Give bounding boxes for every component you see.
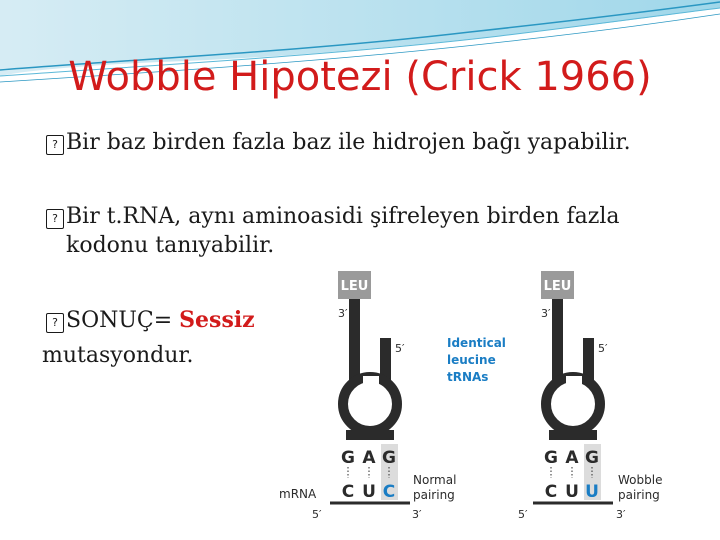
acceptor-arm-right <box>552 299 563 383</box>
bullet-2-continuation: kodonu tanıyabilir. <box>66 233 275 258</box>
center-label-3: tRNAs <box>447 370 489 384</box>
bullet-1-text: Bir baz birden fazla baz ile hidrojen bağı yapabilir. <box>66 130 631 155</box>
anticodon-g1-right: G <box>544 448 558 468</box>
loop-gap-right <box>566 376 582 388</box>
codon-u1-right: U <box>565 482 579 502</box>
pairing-label-left-2: pairing <box>413 488 455 502</box>
bullet-3-prefix: SONUÇ= <box>66 308 180 333</box>
three-prime-right: 3′ <box>541 307 551 320</box>
anticodon-stem-right <box>549 430 597 440</box>
amino-acid-label-left: LEU <box>340 279 369 294</box>
anticodon-g2-right: G <box>585 448 599 468</box>
five-prime-arm-left: 5′ <box>395 342 405 355</box>
trna-right <box>518 271 662 521</box>
codon-c1-left: C <box>341 482 355 502</box>
mrna-five-left: 5′ <box>312 508 322 521</box>
bullet-3-continuation: mutasyondur. <box>42 343 194 368</box>
pairing-label-right-1: Wobble <box>618 473 663 487</box>
anticodon-a-left: A <box>362 448 376 468</box>
anticodon-stem-left <box>346 430 394 440</box>
mrna-label: mRNA <box>279 487 317 501</box>
trna-left <box>279 271 456 521</box>
center-label-2: leucine <box>447 353 496 367</box>
anticodon-a-right: A <box>565 448 579 468</box>
page-title: Wobble Hipotezi (Crick 1966) <box>68 54 652 100</box>
codon-c-right: C <box>544 482 558 502</box>
five-prime-arm-right: 5′ <box>598 342 608 355</box>
acceptor-arm-left <box>349 299 360 383</box>
mrna-three-left: 3′ <box>412 508 422 521</box>
codon-u-left: U <box>362 482 376 502</box>
codon-c2-left: C <box>382 482 396 502</box>
loop-gap-left <box>363 376 379 388</box>
bullet-glyph: ? <box>46 209 64 229</box>
three-prime-left: 3′ <box>338 307 348 320</box>
anticodon-g2-left: G <box>382 448 396 468</box>
pairing-label-left-1: Normal <box>413 473 457 487</box>
mrna-five-right: 5′ <box>518 508 528 521</box>
bullet-glyph: ? <box>46 135 64 155</box>
bullet-2-text: Bir t.RNA, aynı aminoasidi şifreleyen birden fazla <box>66 204 620 229</box>
mrna-three-right: 3′ <box>616 508 626 521</box>
anticodon-g1-left: G <box>341 448 355 468</box>
amino-acid-label-right: LEU <box>543 279 572 294</box>
bullet-3-highlight: Sessiz <box>179 307 255 333</box>
identical-trnas-label <box>447 336 506 384</box>
bullet-glyph: ? <box>46 313 64 333</box>
pairing-label-right-2: pairing <box>618 488 660 502</box>
codon-u2-right: U <box>585 482 599 502</box>
center-label-1: Identical <box>447 336 506 350</box>
